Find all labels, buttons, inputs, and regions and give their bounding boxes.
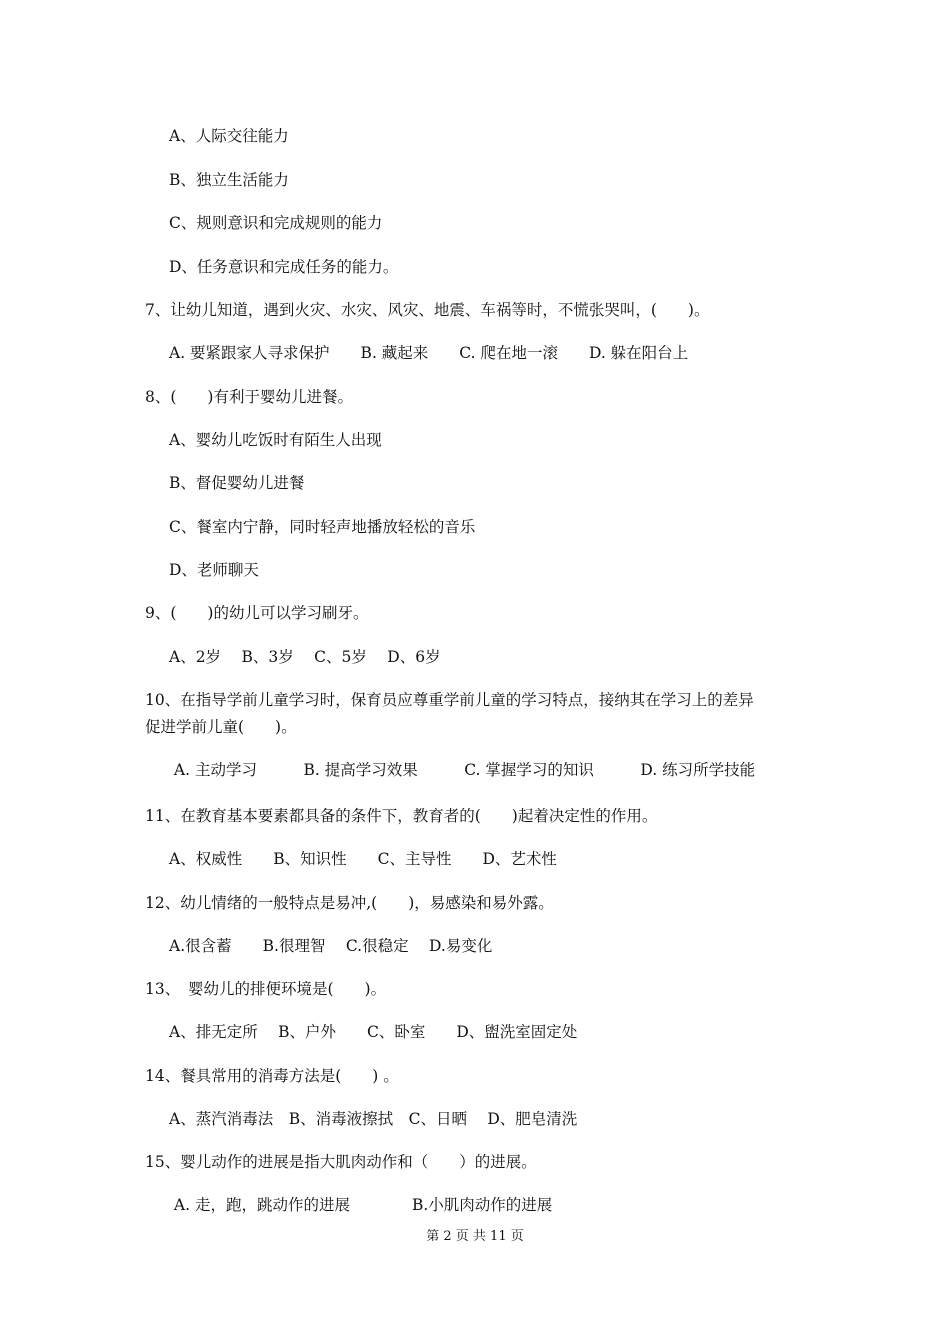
option-text: A.很含蓄 B.很理智 C.很稳定 D.易变化 [169, 937, 493, 955]
option-text: B、独立生活能力 [169, 171, 289, 189]
option-text: A. 走，跑，跳动作的进展 B.小肌肉动作的进展 [169, 1196, 553, 1214]
question-text: 15、婴儿动作的进展是指大肌肉动作和（ ）的进展。 [145, 1153, 537, 1171]
question-text: 13、 婴幼儿的排便环境是( )。 [145, 980, 387, 998]
question-text: 10、在指导学前儿童学习时，保育员应尊重学前儿童的学习特点，接纳其在学习上的差异 [145, 691, 754, 709]
option-text: D、任务意识和完成任务的能力。 [169, 258, 399, 276]
option-text: A、2岁 B、3岁 C、5岁 D、6岁 [169, 648, 441, 666]
question-text: 9、( )的幼儿可以学习刷牙。 [145, 604, 369, 622]
question-text: 12、幼儿情绪的一般特点是易冲,( )，易感染和易外露。 [145, 894, 554, 912]
option-text: A、婴幼儿吃饭时有陌生人出现 [169, 431, 382, 449]
option-text: D、老师聊天 [169, 561, 259, 579]
option-text: C、规则意识和完成规则的能力 [169, 214, 383, 232]
option-text: A. 要紧跟家人寻求保护 B. 藏起来 C. 爬在地一滚 D. 躲在阳台上 [169, 344, 689, 362]
option-text: C、餐室内宁静，同时轻声地播放轻松的音乐 [169, 518, 476, 536]
option-text: A. 主动学习 B. 提高学习效果 C. 掌握学习的知识 D. 练习所学技能 [169, 761, 756, 779]
option-text: A、排无定所 B、户外 C、卧室 D、盥洗室固定处 [169, 1023, 578, 1041]
page-footer: 第 2 页 共 11 页 [426, 1229, 524, 1244]
question-text: 7、让幼儿知道，遇到火灾、水灾、风灾、地震、车祸等时，不慌张哭叫，( )。 [145, 301, 710, 319]
question-text: 8、( )有利于婴幼儿进餐。 [145, 388, 353, 406]
question-text: 促进学前儿童( )。 [145, 718, 297, 736]
option-text: A、人际交往能力 [169, 127, 289, 145]
question-text: 11、在教育基本要素都具备的条件下，教育者的( )起着决定性的作用。 [145, 807, 658, 825]
question-text: 14、餐具常用的消毒方法是( ) 。 [145, 1067, 399, 1085]
option-text: B、督促婴幼儿进餐 [169, 474, 305, 492]
option-text: A、权威性 B、知识性 C、主导性 D、艺术性 [169, 850, 557, 868]
option-text: A、蒸汽消毒法 B、消毒液擦拭 C、日晒 D、肥皂清洗 [169, 1110, 578, 1128]
